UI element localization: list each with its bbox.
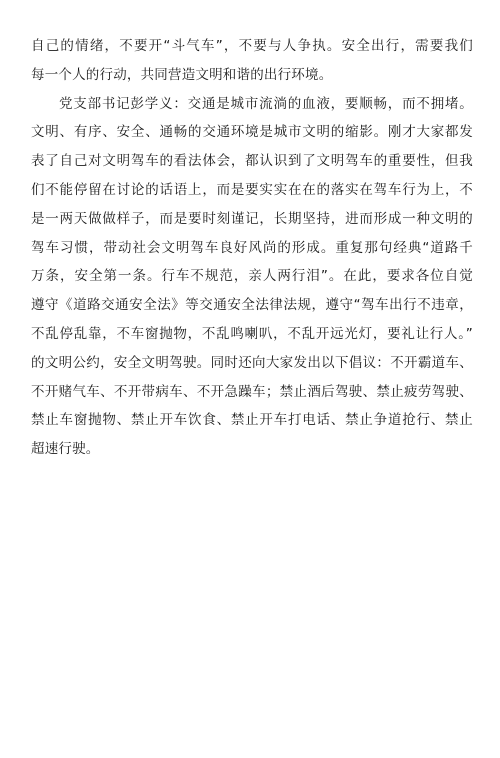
text-line: 自己的情绪，不要开“斗气车”，不要与人争执。安全出行，需要我们 (31, 38, 473, 54)
paragraph-start-line: 党支部书记彭学义：交通是城市流淌的血液，要顺畅，而不拥堵。 (59, 95, 473, 112)
text-line: 超速行驶。 (31, 441, 100, 458)
text-line: 万条，安全第一条。行车不规范，亲人两行泪”。在此，要求各位自觉 (31, 268, 473, 285)
text-line: 驾车习惯，带动社会文明驾车良好风尚的形成。重复那句经典“道路千 (31, 239, 473, 256)
text-line: 遵守《道路交通安全法》等交通安全法律法规，遵守“驾车出行不违章， (31, 297, 473, 314)
text-line: 不开赌气车、不开带病车、不开急躁车；禁止酒后驾驶、禁止疲劳驾驶、 (31, 383, 473, 400)
text-line: 文明、有序、安全、通畅的交通环境是城市文明的缩影。刚才大家都发 (31, 124, 473, 141)
text-line: 们不能停留在讨论的话语上，而是要实实在在的落实在驾车行为上，不 (31, 181, 473, 198)
text-line: 每一个人的行动，共同营造文明和谐的出行环境。 (31, 66, 333, 83)
document-body (31, 32, 473, 464)
text-line: 的文明公约，安全文明驾驶。同时还向大家发出以下倡议：不开霸道车、 (31, 354, 473, 371)
text-line: 表了自己对文明驾车的看法体会，都认识到了文明驾车的重要性，但我 (31, 153, 473, 170)
text-line: 不乱停乱靠，不车窗抛物，不乱鸣喇叭，不乱开远光灯，要礼让行人。” (31, 325, 473, 342)
text-line: 是一两天做做样子，而是要时刻谨记，长期坚持，进而形成一种文明的 (31, 210, 473, 227)
text-line: 禁止车窗抛物、禁止开车饮食、禁止开车打电话、禁止争道抢行、禁止 (31, 412, 473, 429)
